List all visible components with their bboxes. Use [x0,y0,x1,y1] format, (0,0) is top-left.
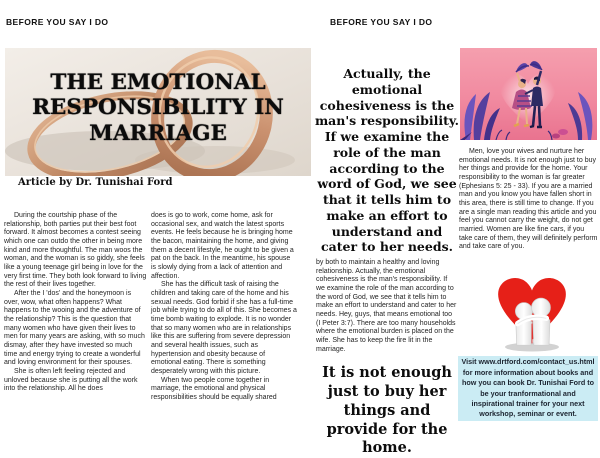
pull-quote-2: It is not enough just to buy her things and provide for the home. [322,364,452,457]
contact-info-text: Visit www.drtford.com/contact_us.html for more information about books and how you can book Dr. Tunishai Ford to be your tranformational and inspirational trainer for your next workshop, seminar or event. [461,357,595,419]
couple-illustration [460,48,597,140]
paragraph: During the courtship phase of the relationship, both parties put their best foot forward. It almost becomes a contest seeing which one can outdo the other in being more kind and more thoughtful. The man woos the woman, and the woman is so giddy, she feels like a young teenage girl being in love for the very first time. They both look forward to living the rest of their lives together. [4,212,147,289]
pull-quote-1: Actually, the emotional cohesiveness is the man's responsibility. If we examine the role of the man according to the word of God, we see that it tells him to make an effort to understand and cater to her needs. [314,66,460,255]
middle-column-body [316,259,458,354]
paragraph: When two people come together in marriage, the emotional and physical responsibilities should be equally shared [151,376,277,402]
contact-info-box [458,356,598,421]
left-column-1 [4,212,147,394]
paragraph: She has the difficult task of raising the children and taking care of the home and his sexual needs. God forbid if she has a full-time job while trying to do all of this. She becomes a time bomb waiting to explode. It is no wonder that so many women who are in relationships like this are suffering from severe depression and several health issues, such as hypertension and obesity because of emotional eating. There is something desperately wrong with this picture. [151,281,297,376]
paragraph: Men, love your wives and nurture her emotional needs. It is not enough just to buy her things and provide for the home. Your responsibility to the woman is far greater (Ephesians 5: 25 - 33). If you are a married man and you know you have fallen short in this area, there is still time to change. If you are a single man reading this article and you feel you cannot carry the weight, do not get married. Women are like fine cars, if you take care of them, they will definitely perform and take care of you. [459,148,598,251]
article-byline: Article by Dr. Tunishai Ford [18,177,173,188]
paragraph: does is go to work, come home, ask for occasional sex, and watch the latest sports events. He feels because he is bringing home the bacon, maintaining the home, and giving them a decent lifestyle, he ought to be given a pat on the back. In the meantime, his spouse is slowly dying from a lack of attention and affection. [151,212,294,280]
paragraph: After the I 'dos' and the honeymoon is over, wow, what often happens? What happens to the wooing and the adventure of the relationship? This is the question that many women who have given their lives to men for many years are asking, with so much dismay, after they have invested so much time and energy trying to create a wonderful and loving environment for their spouses. [4,290,145,367]
heart-hug-icon [487,268,577,356]
right-column-body [459,148,598,252]
wedding-rings-photo [5,48,311,176]
article-title: THE EMOTIONAL RESPONSIBILITY IN MARRIAGE [32,70,284,146]
right-page-header: BEFORE YOU SAY I DO [330,17,433,27]
couple-forming-heart-illustration [460,48,597,140]
left-page-header: BEFORE YOU SAY I DO [6,17,109,27]
paragraph: She is often left feeling rejected and unloved because she is putting all the work into the relationship. All he does [4,368,138,393]
left-column-2 [151,212,297,403]
paragraph: by both to maintain a healthy and loving relationship. Actually, the emotional cohesiveness is the man's responsibility. If we examine the role of the man according to the word of God, we see that it tells him to make an effort to understand and cater to her needs. Hey, guys, that means emotional too (I Peter 3:7). There are too many households where the emotional burden is placed on the wife. She has to keep the fire lit in the marriage. [316,259,457,353]
heart-hug-figures [487,268,577,356]
